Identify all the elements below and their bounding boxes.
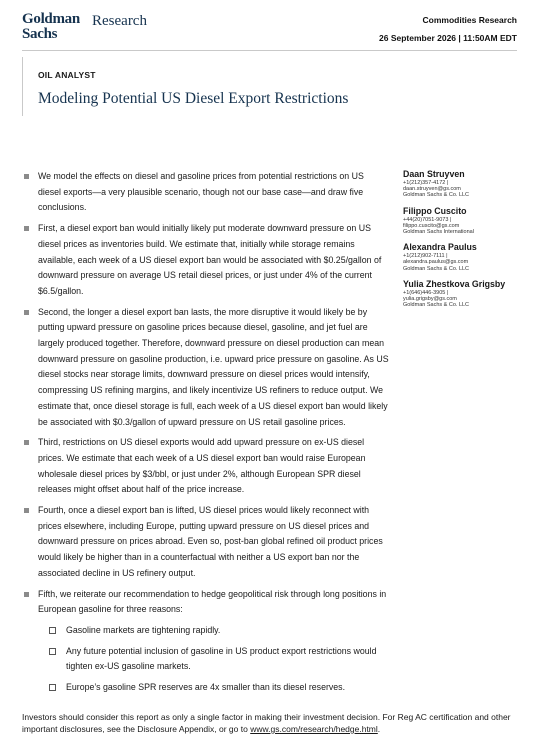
header-divider — [22, 50, 517, 51]
reason-item — [23, 623, 389, 639]
logo-line-1: Goldman — [22, 11, 80, 27]
hollow-square-bullet-icon — [49, 627, 56, 634]
reason-text: Europe’s gasoline SPR reserves are 4x smaller than its diesel reserves. — [66, 682, 346, 693]
square-bullet-icon — [24, 440, 29, 445]
summary-paragraph — [23, 169, 389, 216]
reason-text: Any future potential inclusion of gasoline in US product export restrictions would tighten ex-US gasoline markets. — [66, 645, 377, 672]
author-email[interactable]: daan.struyven@gs.com — [403, 186, 461, 193]
disclosure-link[interactable]: www.gs.com/research/hedge.html — [250, 724, 378, 734]
summary-paragraph — [23, 221, 389, 300]
author-phone: +1(646)446-3905 | — [403, 289, 449, 296]
publish-datetime: 26 September 2026 | 11:50AM EDT — [379, 33, 517, 43]
summary-body — [23, 169, 389, 701]
paragraph-text: Fourth, once a diesel export ban is lifted, US diesel prices would likely reconnect with prices elsewhere, including Europe, putting upward pressure on US diesel prices and downward pressure on prices abroad. Even so, post-ban global refined oil product prices would likely be higher than in a counterfactual with neither a US export ban nor the associated decline in US refinery output. — [38, 505, 383, 578]
author-name: Filippo Cuscito — [403, 205, 467, 216]
author-card — [403, 169, 533, 199]
author-card — [403, 242, 533, 272]
hollow-square-bullet-icon — [49, 684, 56, 691]
hollow-square-bullet-icon — [49, 648, 56, 655]
logo-line-2: Sachs — [22, 26, 58, 42]
author-email[interactable]: alexandra.paulus@gs.com — [403, 259, 469, 266]
disclosure-end: . — [377, 724, 381, 734]
square-bullet-icon — [24, 226, 29, 231]
report-series: OIL ANALYST — [38, 70, 96, 80]
disclosure-footer — [22, 711, 522, 735]
summary-paragraph — [23, 305, 389, 431]
author-firm: Goldman Sachs International — [403, 229, 474, 236]
author-firm: Goldman Sachs & Co. LLC — [403, 265, 470, 272]
author-email[interactable]: yulia.grigsby@gs.com — [403, 296, 457, 303]
author-list — [403, 169, 533, 315]
author-card — [403, 206, 533, 236]
summary-paragraph — [23, 435, 389, 498]
paragraph-text: Third, restrictions on US diesel exports would add upward pressure on ex-US diesel prices. We estimate that each week of a US diesel export ban would raise European wholesale diesel prices by $3/bbl, or just under 2%, although European SPR diesel releases might offset about half of the price increase. — [38, 437, 366, 495]
title-accent-bar — [22, 57, 23, 116]
paragraph-text: Fifth, we reiterate our recommendation to hedge geopolitical risk through long positions in European gasoline for three reasons: — [38, 588, 387, 615]
department: Commodities Research — [422, 15, 517, 25]
author-name: Yulia Zhestkova Grigsby — [403, 278, 506, 289]
goldman-sachs-logo — [22, 11, 80, 42]
report-meta — [379, 15, 517, 43]
author-name: Alexandra Paulus — [403, 242, 477, 253]
author-firm: Goldman Sachs & Co. LLC — [403, 192, 470, 199]
disclosure-text: Investors should consider this report as only a single factor in making their investment decision. For Reg AC certification and other important disclosures, see the Disclosure Appendix, or go to — [22, 712, 511, 734]
author-email[interactable]: filippo.cuscito@gs.com — [403, 222, 460, 229]
paragraph-text: We model the effects on diesel and gasoline prices from potential restrictions on US diesel exports—a very plausible scenario, though not our base case—and draw five conclusions. — [38, 171, 364, 213]
paragraph-text: Second, the longer a diesel export ban lasts, the more disruptive it would likely be by putting upward pressure on gasoline prices because diesel, gasoline, and jet fuel are largely produced together. Therefore, downward pressure on diesel production can mean downward pressure on gasoline production, i.e. upward price pressure on gasoline. As US diesel stocks near storage limits, downward pressure on diesel prices would intensify, compressing US refining margins, and likely incentivize US refiners to reduce output. We estimate that, once diesel storage is full, each week of a US diesel export ban would likely be associated with $0.3/gallon of upward pressure on US retail gasoline prices. — [38, 306, 389, 427]
author-phone: +44(20)7051-9073 | — [403, 216, 452, 223]
author-name: Daan Struyven — [403, 169, 465, 179]
square-bullet-icon — [24, 174, 29, 179]
reason-item — [23, 680, 389, 696]
author-phone: +1(212)357-4172 | — [403, 180, 449, 186]
square-bullet-icon — [24, 592, 29, 597]
author-phone: +1(212)902-7111 | — [403, 253, 448, 260]
author-card — [403, 279, 533, 309]
summary-paragraph — [23, 587, 389, 618]
reason-text: Gasoline markets are tightening rapidly. — [66, 624, 221, 635]
author-firm: Goldman Sachs & Co. LLC — [403, 302, 470, 309]
square-bullet-icon — [24, 508, 29, 513]
summary-paragraph — [23, 503, 389, 582]
square-bullet-icon — [24, 310, 29, 315]
reason-item — [23, 644, 389, 675]
page-title: Modeling Potential US Diesel Export Restrictions — [38, 90, 349, 107]
research-label: Research — [92, 13, 147, 29]
paragraph-text: First, a diesel export ban would initially likely put moderate downward pressure on US diesel prices as inventories build. We estimate that, initially while storage remains available, each week of a US diesel export ban would be associated with $0.25/gallon of downward pressure on average US retail diesel prices, or just under 4% of the current $6.5/gallon. — [38, 223, 382, 296]
